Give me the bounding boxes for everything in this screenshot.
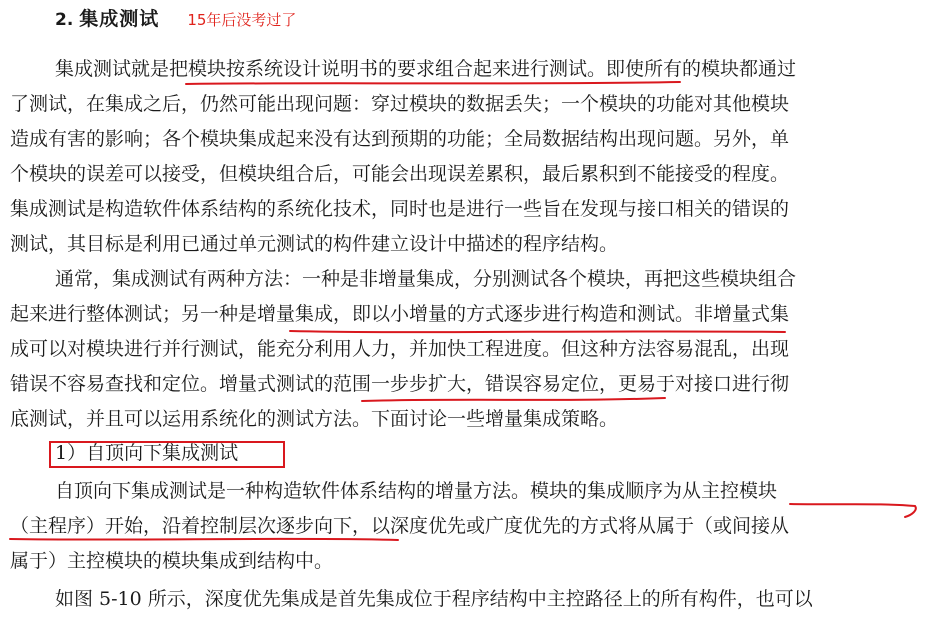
paragraph-1-line-4: 个模块的误差可以接受，但模块组合后，可能会出现误差累积，最后累积到不能接受的程度。 <box>10 163 790 185</box>
paragraph-4-line-1: 如图 5-10 所示，深度优先集成是首先集成位于程序结构中主控路径上的所有构件，也可以 <box>55 588 813 610</box>
underline-main-module <box>790 504 916 517</box>
section-number: 2. <box>55 10 74 30</box>
paragraph-1-line-3: 造成有害的影响；各个模块集成起来没有达到预期的功能；全局数据结构出现问题。另外，单 <box>10 128 790 150</box>
paragraph-3-line-1: 自顶向下集成测试是一种构造软件体系结构的增量方法。模块的集成顺序为从主控模块 <box>55 480 778 502</box>
paragraph-1-line-1: 集成测试就是把模块按系统设计说明书的要求组合起来进行测试。即使所有的模块都通过 <box>55 58 797 80</box>
handwritten-annotation: 15年后没考过了 <box>187 11 297 29</box>
paragraph-1-line-5: 集成测试是构造软件体系结构的系统化技术，同时也是进行一些旨在发现与接口相关的错误的 <box>10 198 790 220</box>
section-heading <box>55 4 296 32</box>
paragraph-1-line-6: 测试，其目标是利用已通过单元测试的构件建立设计中描述的程序结构。 <box>10 233 619 255</box>
paragraph-2-line-2: 起来进行整体测试；另一种是增量集成，即以小增量的方式逐步进行构造和测试。非增量式集 <box>10 303 790 325</box>
paragraph-2-line-4: 错误不容易查找和定位。增量式测试的范围一步步扩大，错误容易定位，更易于对接口进行彻 <box>10 373 790 395</box>
paragraph-2-line-5: 底测试，并且可以运用系统化的测试方法。下面讨论一些增量集成策略。 <box>10 408 619 430</box>
subsection-title: 1）自顶向下集成测试 <box>55 442 239 464</box>
paragraph-3-line-3: 属于）主控模块的模块集成到结构中。 <box>10 550 334 572</box>
paragraph-3-line-2: （主程序）开始，沿着控制层次逐步向下，以深度优先或广度优先的方式将从属于（或间接从 <box>10 515 790 537</box>
paragraph-1-line-2: 了测试，在集成之后，仍然可能出现问题：穿过模块的数据丢失；一个模块的功能对其他模块 <box>10 93 790 115</box>
section-title: 集成测试 <box>79 8 160 30</box>
paragraph-2-line-1: 通常，集成测试有两种方法：一种是非增量集成，分别测试各个模块，再把这些模块组合 <box>55 268 797 290</box>
paragraph-2-line-3: 成可以对模块进行并行测试，能充分利用人力，并加快工程进度。但这种方法容易混乱，出现 <box>10 338 790 360</box>
